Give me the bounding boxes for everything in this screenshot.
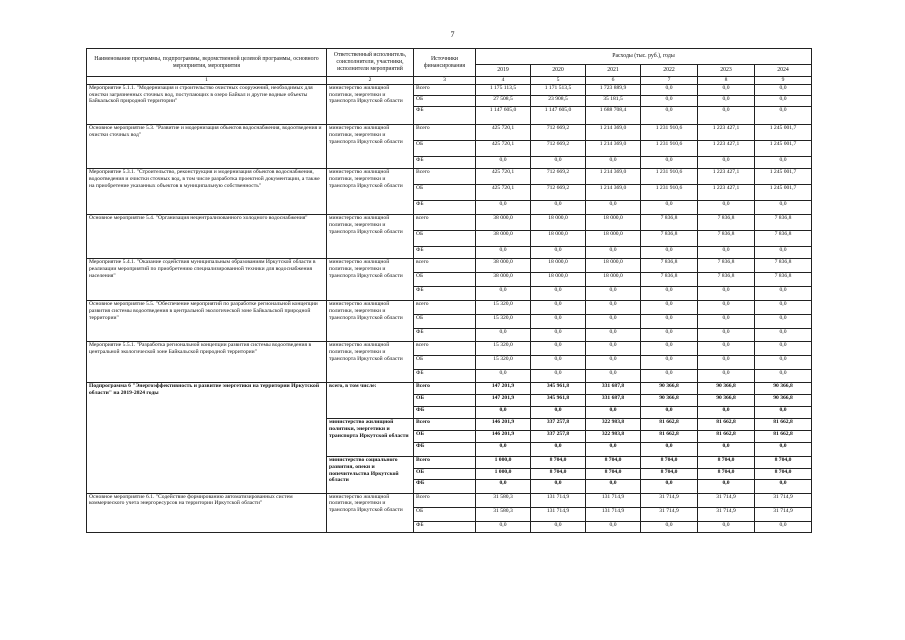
activity-name-cell: Основное мероприятие 5.3. "Развитие и модернизация объектов водоснабжения, водоотведения и очистки сточных вод": [87, 125, 327, 169]
amount-cell: 425 720,1: [476, 141, 531, 157]
amount-cell: 0,0: [755, 407, 812, 419]
executor-cell: министерство жилищной политики, энергетики и транспорта Иркутской области: [327, 215, 414, 259]
amount-cell: 90 366,8: [755, 395, 812, 407]
amount-cell: 0,0: [698, 96, 755, 107]
amount-cell: 0,0: [698, 342, 755, 356]
source-cell: ОБ: [414, 96, 476, 107]
table-row: [87, 125, 812, 141]
column-index: 4: [476, 77, 531, 85]
amount-cell: 0,0: [698, 85, 755, 96]
header-year: 2024: [755, 65, 812, 77]
amount-cell: 0,0: [586, 479, 641, 493]
amount-cell: 0,0: [531, 157, 586, 169]
amount-cell: 0,0: [755, 157, 812, 169]
amount-cell: 131 714,9: [586, 507, 641, 521]
table-row: [87, 215, 812, 231]
amount-cell: 0,0: [755, 356, 812, 370]
activity-name-cell: Мероприятие 5.3.1. "Строительство, реконструкция и модернизация объектов водоснабжения, водоотведения и очистки сточных вод, в том числе разработка проектной документации, а также на приобретение указанных объектов в муниципальную собственность": [87, 169, 327, 215]
amount-cell: 0,0: [586, 443, 641, 457]
amount-cell: 81 662,8: [698, 431, 755, 443]
amount-cell: 8 704,0: [586, 457, 641, 468]
amount-cell: 0,0: [698, 157, 755, 169]
table-row: [87, 493, 812, 507]
header-name: Наименование программы, подпрограммы, ведомственной целевой программы, основного мероприятия, мероприятия: [87, 49, 327, 77]
source-cell: ОБ: [414, 395, 476, 407]
column-index-row: [87, 77, 812, 85]
amount-cell: 15 320,0: [476, 301, 531, 315]
amount-cell: 18 000,0: [531, 273, 586, 287]
amount-cell: 38 000,0: [476, 231, 531, 247]
source-cell: Всего: [414, 419, 476, 431]
amount-cell: 0,0: [698, 107, 755, 125]
executor-cell: министерство социального развития, опеки и попечительства Иркутской области: [327, 457, 414, 493]
amount-cell: 15 320,0: [476, 315, 531, 329]
amount-cell: 1 723 889,9: [586, 85, 641, 96]
amount-cell: 0,0: [641, 315, 698, 329]
amount-cell: 0,0: [755, 521, 812, 532]
source-cell: всего: [414, 301, 476, 315]
activity-name-cell: Мероприятие 5.5.1. "Разработка региональной концепции развития системы водоотведения в центральной экологической зоне Байкальской природной территории": [87, 342, 327, 383]
amount-cell: 0,0: [755, 96, 812, 107]
amount-cell: 0,0: [586, 201, 641, 215]
amount-cell: 1 171 513,5: [531, 85, 586, 96]
source-cell: ФБ: [414, 157, 476, 169]
executor-cell: всего, в том числе:: [327, 383, 414, 419]
amount-cell: 0,0: [755, 315, 812, 329]
amount-cell: 712 669,2: [531, 185, 586, 201]
amount-cell: 0,0: [698, 201, 755, 215]
amount-cell: 0,0: [755, 443, 812, 457]
amount-cell: 35 181,5: [586, 96, 641, 107]
source-cell: всего: [414, 215, 476, 231]
page-number: 7: [450, 30, 455, 39]
amount-cell: 0,0: [641, 329, 698, 342]
amount-cell: 18 000,0: [531, 259, 586, 273]
column-index: 1: [87, 77, 327, 85]
amount-cell: 38 000,0: [476, 259, 531, 273]
column-index: 8: [698, 77, 755, 85]
column-index: 6: [586, 77, 641, 85]
amount-cell: 8 704,0: [641, 457, 698, 468]
amount-cell: 1 147 605,0: [531, 107, 586, 125]
amount-cell: 425 720,1: [476, 169, 531, 185]
amount-cell: 15 320,0: [476, 356, 531, 370]
amount-cell: 1 147 605,0: [476, 107, 531, 125]
amount-cell: 0,0: [586, 329, 641, 342]
amount-cell: 0,0: [586, 342, 641, 356]
amount-cell: 0,0: [476, 287, 531, 301]
amount-cell: 0,0: [698, 356, 755, 370]
executor-cell: министерство жилищной политики, энергетики и транспорта Иркутской области: [327, 169, 414, 215]
table-row: [87, 85, 812, 96]
amount-cell: 7 836,8: [698, 273, 755, 287]
amount-cell: 8 704,0: [755, 468, 812, 479]
amount-cell: 38 000,0: [476, 273, 531, 287]
source-cell: ОБ: [414, 507, 476, 521]
amount-cell: 0,0: [531, 201, 586, 215]
amount-cell: 0,0: [641, 287, 698, 301]
amount-cell: 0,0: [476, 479, 531, 493]
amount-cell: 0,0: [641, 342, 698, 356]
amount-cell: 1 231 910,6: [641, 169, 698, 185]
amount-cell: 712 669,2: [531, 125, 586, 141]
amount-cell: 322 983,8: [586, 419, 641, 431]
source-cell: всего: [414, 342, 476, 356]
amount-cell: 38 000,0: [476, 215, 531, 231]
amount-cell: 18 000,0: [531, 215, 586, 231]
amount-cell: 1 245 001,7: [755, 141, 812, 157]
amount-cell: 8 704,0: [531, 468, 586, 479]
amount-cell: 0,0: [531, 247, 586, 259]
amount-cell: 8 704,0: [531, 457, 586, 468]
header-executor: Ответственный исполнитель, соисполнители, участники, исполнители мероприятий: [327, 49, 414, 77]
amount-cell: 1 231 910,6: [641, 185, 698, 201]
amount-cell: 131 714,9: [531, 493, 586, 507]
amount-cell: 0,0: [755, 107, 812, 125]
amount-cell: 1 223 427,1: [698, 125, 755, 141]
amount-cell: 0,0: [641, 107, 698, 125]
amount-cell: 0,0: [531, 407, 586, 419]
amount-cell: 322 983,8: [586, 431, 641, 443]
amount-cell: 31 580,3: [476, 493, 531, 507]
amount-cell: 147 201,9: [476, 383, 531, 395]
activity-name-cell: Основное мероприятие 6.1. "Содействие формированию автоматизированных систем коммерческого учета энергоресурсов на территории Иркутской области": [87, 493, 327, 532]
amount-cell: 7 836,8: [755, 273, 812, 287]
amount-cell: 0,0: [698, 370, 755, 383]
amount-cell: 0,0: [641, 521, 698, 532]
amount-cell: 0,0: [531, 521, 586, 532]
amount-cell: 7 836,8: [641, 273, 698, 287]
amount-cell: 0,0: [531, 287, 586, 301]
header-year: 2022: [641, 65, 698, 77]
amount-cell: 0,0: [586, 247, 641, 259]
amount-cell: 31 714,9: [698, 507, 755, 521]
amount-cell: 0,0: [586, 287, 641, 301]
amount-cell: 7 836,8: [755, 231, 812, 247]
source-cell: Всего: [414, 85, 476, 96]
amount-cell: 7 836,8: [641, 231, 698, 247]
amount-cell: 0,0: [641, 443, 698, 457]
amount-cell: 31 714,9: [641, 493, 698, 507]
source-cell: ОБ: [414, 356, 476, 370]
amount-cell: 1 231 910,6: [641, 141, 698, 157]
source-cell: ОБ: [414, 141, 476, 157]
amount-cell: 0,0: [698, 329, 755, 342]
amount-cell: 0,0: [531, 370, 586, 383]
amount-cell: 1 245 001,7: [755, 169, 812, 185]
executor-cell: министерство жилищной политики, энергетики и транспорта Иркутской области: [327, 125, 414, 169]
amount-cell: 146 201,9: [476, 419, 531, 431]
amount-cell: 23 908,5: [531, 96, 586, 107]
amount-cell: 425 720,1: [476, 125, 531, 141]
amount-cell: 712 669,2: [531, 169, 586, 185]
amount-cell: 345 961,8: [531, 395, 586, 407]
amount-cell: 7 836,8: [698, 215, 755, 231]
amount-cell: 0,0: [531, 315, 586, 329]
header-year: 2021: [586, 65, 641, 77]
amount-cell: 0,0: [755, 247, 812, 259]
source-cell: Всего: [414, 383, 476, 395]
amount-cell: 0,0: [531, 329, 586, 342]
amount-cell: 0,0: [698, 301, 755, 315]
table-row: [87, 169, 812, 185]
source-cell: ОБ: [414, 315, 476, 329]
amount-cell: 0,0: [755, 370, 812, 383]
amount-cell: 18 000,0: [586, 215, 641, 231]
amount-cell: 337 257,8: [531, 431, 586, 443]
activity-name-cell: Основное мероприятие 5.4. "Организация нецентрализованного холодного водоснабжения": [87, 215, 327, 259]
amount-cell: 1 245 001,7: [755, 185, 812, 201]
amount-cell: 8 704,0: [698, 457, 755, 468]
amount-cell: 27 508,5: [476, 96, 531, 107]
amount-cell: 1 214 369,0: [586, 125, 641, 141]
header-row: [87, 49, 812, 65]
amount-cell: 81 662,8: [641, 431, 698, 443]
amount-cell: 146 201,9: [476, 431, 531, 443]
amount-cell: 0,0: [586, 301, 641, 315]
header-source: Источники финансирования: [414, 49, 476, 77]
executor-cell: министерство жилищной политики, энергетики и транспорта Иркутской области: [327, 259, 414, 301]
amount-cell: 90 366,8: [641, 395, 698, 407]
amount-cell: 18 000,0: [586, 231, 641, 247]
column-index: 7: [641, 77, 698, 85]
amount-cell: 31 714,9: [755, 493, 812, 507]
amount-cell: 0,0: [531, 443, 586, 457]
amount-cell: 18 000,0: [586, 273, 641, 287]
table-row: [87, 259, 812, 273]
subprogram-name-cell: Подпрограмма 6 "Энергоэффективность и развитие энергетики на территории Иркутской области" на 2019-2024 годы: [87, 383, 327, 493]
amount-cell: 7 836,8: [641, 215, 698, 231]
amount-cell: 15 320,0: [476, 342, 531, 356]
subprogram-row: [87, 383, 812, 395]
amount-cell: 0,0: [755, 85, 812, 96]
amount-cell: 0,0: [531, 342, 586, 356]
amount-cell: 0,0: [586, 356, 641, 370]
column-index: 5: [531, 77, 586, 85]
amount-cell: 0,0: [586, 370, 641, 383]
source-cell: ФБ: [414, 370, 476, 383]
amount-cell: 331 687,8: [586, 383, 641, 395]
amount-cell: 31 580,3: [476, 507, 531, 521]
amount-cell: 0,0: [476, 247, 531, 259]
amount-cell: 81 662,8: [641, 419, 698, 431]
amount-cell: 18 000,0: [531, 231, 586, 247]
source-cell: ФБ: [414, 443, 476, 457]
amount-cell: 0,0: [641, 85, 698, 96]
amount-cell: 345 961,8: [531, 383, 586, 395]
amount-cell: 0,0: [755, 342, 812, 356]
amount-cell: 0,0: [641, 201, 698, 215]
amount-cell: 1 223 427,1: [698, 169, 755, 185]
amount-cell: 0,0: [641, 157, 698, 169]
source-cell: ОБ: [414, 231, 476, 247]
amount-cell: 131 714,9: [531, 507, 586, 521]
amount-cell: 0,0: [476, 201, 531, 215]
source-cell: ФБ: [414, 407, 476, 419]
amount-cell: 0,0: [641, 370, 698, 383]
amount-cell: 81 662,8: [698, 419, 755, 431]
amount-cell: 1 214 369,0: [586, 185, 641, 201]
amount-cell: 18 000,0: [586, 259, 641, 273]
amount-cell: 0,0: [698, 247, 755, 259]
source-cell: Всего: [414, 457, 476, 468]
amount-cell: 8 704,0: [755, 457, 812, 468]
header-year: 2019: [476, 65, 531, 77]
amount-cell: 90 366,8: [641, 383, 698, 395]
amount-cell: 1 214 369,0: [586, 141, 641, 157]
amount-cell: 0,0: [755, 201, 812, 215]
amount-cell: 1 000,0: [476, 457, 531, 468]
source-cell: ФБ: [414, 521, 476, 532]
amount-cell: 31 714,9: [755, 507, 812, 521]
table-row: [87, 342, 812, 356]
source-cell: ФБ: [414, 479, 476, 493]
amount-cell: 0,0: [641, 407, 698, 419]
header-year: 2020: [531, 65, 586, 77]
column-index: 9: [755, 77, 812, 85]
amount-cell: 7 836,8: [755, 215, 812, 231]
amount-cell: 8 704,0: [641, 468, 698, 479]
amount-cell: 1 223 427,1: [698, 141, 755, 157]
amount-cell: 1 245 001,7: [755, 125, 812, 141]
amount-cell: 8 704,0: [698, 468, 755, 479]
amount-cell: 0,0: [755, 329, 812, 342]
header-expenses: Расходы (тыс. руб.), годы: [476, 49, 812, 65]
amount-cell: 0,0: [586, 407, 641, 419]
executor-cell: министерство жилищной политики, энергетики и транспорта Иркутской области: [327, 85, 414, 125]
amount-cell: 31 714,9: [698, 493, 755, 507]
amount-cell: 0,0: [698, 407, 755, 419]
amount-cell: 0,0: [641, 301, 698, 315]
amount-cell: 1 688 708,4: [586, 107, 641, 125]
column-index: 3: [414, 77, 476, 85]
amount-cell: 331 687,8: [586, 395, 641, 407]
amount-cell: 0,0: [698, 287, 755, 301]
source-cell: Всего: [414, 493, 476, 507]
amount-cell: 90 366,8: [755, 383, 812, 395]
amount-cell: 0,0: [476, 370, 531, 383]
amount-cell: 0,0: [476, 157, 531, 169]
activity-name-cell: Мероприятие 5.1.1. "Модернизация и строительство очистных сооружений, необходимых для очистки загрязненных сточных вод, поступающих в озеро Байкал и другие водные объекты Байкальской природной территории": [87, 85, 327, 125]
amount-cell: 712 669,2: [531, 141, 586, 157]
source-cell: ФБ: [414, 329, 476, 342]
amount-cell: 7 836,8: [641, 259, 698, 273]
executor-cell: министерство жилищной политики, энергетики и транспорта Иркутской области: [327, 301, 414, 342]
amount-cell: 0,0: [476, 443, 531, 457]
amount-cell: 0,0: [476, 329, 531, 342]
budget-table: [86, 48, 812, 533]
amount-cell: 8 704,0: [586, 468, 641, 479]
source-cell: ОБ: [414, 431, 476, 443]
amount-cell: 0,0: [531, 356, 586, 370]
executor-cell: министерство жилищной политики, энергетики и транспорта Иркутской области: [327, 342, 414, 383]
amount-cell: 1 214 369,0: [586, 169, 641, 185]
amount-cell: 147 201,9: [476, 395, 531, 407]
amount-cell: 1 231 910,6: [641, 125, 698, 141]
executor-cell: министерство жилищной политики, энергетики и транспорта Иркутской области: [327, 493, 414, 532]
amount-cell: 0,0: [531, 479, 586, 493]
amount-cell: 1 175 113,5: [476, 85, 531, 96]
amount-cell: 0,0: [641, 479, 698, 493]
amount-cell: 7 836,8: [698, 259, 755, 273]
source-cell: ОБ: [414, 185, 476, 201]
amount-cell: 131 714,9: [586, 493, 641, 507]
amount-cell: 0,0: [586, 315, 641, 329]
amount-cell: 425 720,1: [476, 185, 531, 201]
amount-cell: 0,0: [586, 157, 641, 169]
source-cell: ФБ: [414, 287, 476, 301]
amount-cell: 337 257,8: [531, 419, 586, 431]
amount-cell: 1 223 427,1: [698, 185, 755, 201]
amount-cell: 0,0: [641, 247, 698, 259]
header-year: 2023: [698, 65, 755, 77]
amount-cell: 31 714,9: [641, 507, 698, 521]
amount-cell: 0,0: [755, 479, 812, 493]
source-cell: Всего: [414, 169, 476, 185]
source-cell: всего: [414, 259, 476, 273]
amount-cell: 7 836,8: [755, 259, 812, 273]
amount-cell: 0,0: [698, 443, 755, 457]
amount-cell: 0,0: [476, 407, 531, 419]
activity-name-cell: Мероприятие 5.4.1. "Оказание содействия муниципальным образованиям Иркутской области в реализации мероприятий по приобретению специализированной техники для водоснабжения населения": [87, 259, 327, 301]
source-cell: ОБ: [414, 468, 476, 479]
executor-cell: министерство жилищной политики, энергетики и транспорта Иркутской области: [327, 419, 414, 457]
column-index: 2: [327, 77, 414, 85]
amount-cell: 0,0: [698, 521, 755, 532]
source-cell: ФБ: [414, 247, 476, 259]
amount-cell: 90 366,8: [698, 395, 755, 407]
amount-cell: 81 662,8: [755, 431, 812, 443]
source-cell: Всего: [414, 125, 476, 141]
amount-cell: 0,0: [476, 521, 531, 532]
source-cell: ФБ: [414, 107, 476, 125]
amount-cell: 0,0: [698, 479, 755, 493]
amount-cell: 0,0: [586, 521, 641, 532]
source-cell: ОБ: [414, 273, 476, 287]
amount-cell: 90 366,8: [698, 383, 755, 395]
amount-cell: 0,0: [755, 287, 812, 301]
table-row: [87, 301, 812, 315]
source-cell: ФБ: [414, 201, 476, 215]
amount-cell: 0,0: [698, 315, 755, 329]
amount-cell: 0,0: [641, 96, 698, 107]
activity-name-cell: Основное мероприятие 5.5. "Обеспечение мероприятий по разработке региональной концепции развития системы водоотведения в центральной экологической зоне Байкальской природной территории": [87, 301, 327, 342]
amount-cell: 0,0: [755, 301, 812, 315]
amount-cell: 7 836,8: [698, 231, 755, 247]
amount-cell: 1 000,0: [476, 468, 531, 479]
amount-cell: 81 662,8: [755, 419, 812, 431]
amount-cell: 0,0: [641, 356, 698, 370]
amount-cell: 0,0: [531, 301, 586, 315]
